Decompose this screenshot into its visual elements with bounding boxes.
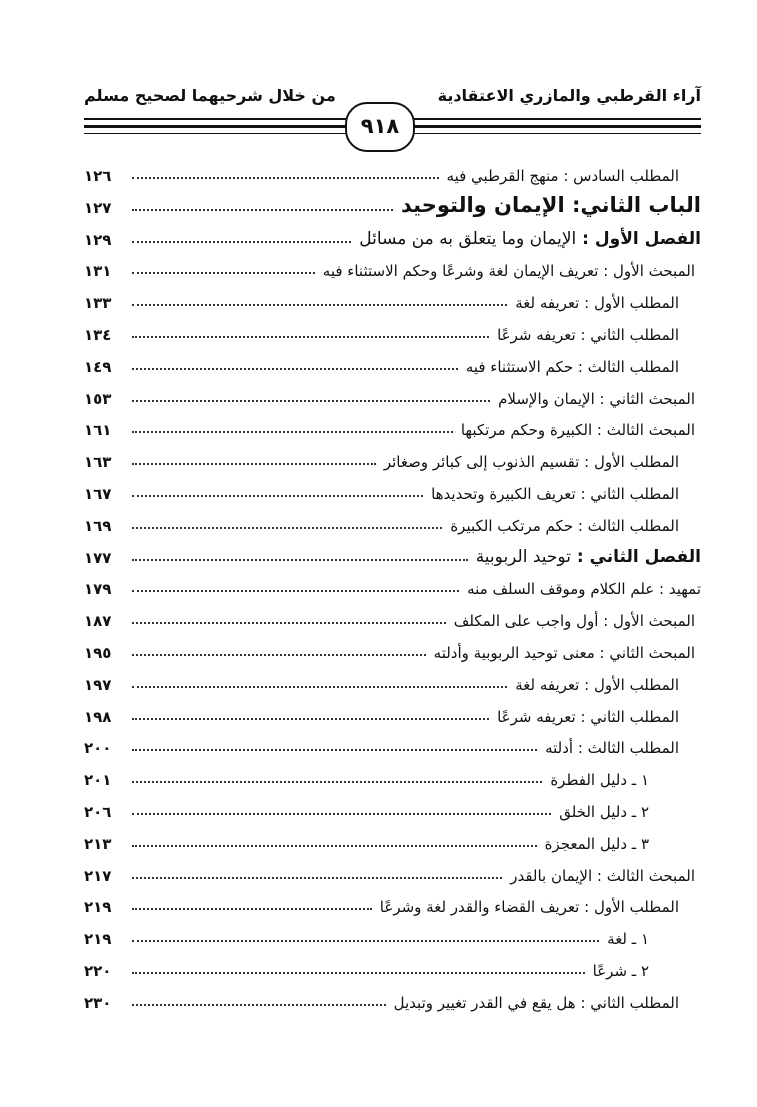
toc-page-number: ١٩٨ [84,707,112,726]
dot-leader [132,527,442,529]
toc-row [84,155,701,185]
dot-leader [132,400,490,402]
toc-page-number: ١٦٣ [84,453,112,472]
dot-leader [132,241,351,243]
dot-leader [132,686,507,688]
toc-entry-label: المطلب الأول : تعريفه لغة [515,675,679,694]
toc-entry-label: المبحث الثاني : الإيمان والإسلام [498,389,695,408]
toc-entry-label: توحيد الربوبية [475,546,571,567]
toc-entry-label: المبحث الأول : تعريف الإيمان لغة وشرعًا وحكم الاستثناء فيه [322,262,695,281]
page-header [0,0,757,160]
toc-page-number: ١٢٩ [84,230,112,249]
toc-entry-title [359,229,701,249]
toc-row [84,568,701,598]
toc-entry-title [401,193,701,217]
toc-entry-label: المطلب الأول : تعريف القضاء والقدر لغة وشرعًا [379,898,679,917]
toc-page-number: ٢١٩ [84,930,112,949]
dot-leader [132,336,489,338]
toc-row [84,886,701,916]
toc-row [84,664,701,694]
toc-entry-title [466,358,679,376]
toc-entry-label: الإيمان وما يتعلق به من مسائل [359,228,577,249]
toc-entry-label: ٢ ـ شرعًا [592,962,649,980]
toc-entry-title [384,453,679,471]
dot-leader [132,304,507,306]
toc-row [84,982,701,1012]
dot-leader [132,463,376,465]
toc-row [84,187,701,217]
toc-entry-label: ١ ـ دليل الفطرة [550,771,649,790]
toc-entry-title [476,547,701,567]
toc-entry-label: الإيمان والتوحيد [401,192,565,217]
toc-entry-title [497,326,679,344]
toc-entry-title [607,930,649,948]
toc-entry-label: المبحث الثاني : معنى توحيد الربوبية وأدلته [433,644,695,662]
toc-page-number: ٢٣٠ [84,993,112,1012]
dot-leader [132,1004,386,1006]
toc-entry-label: المطلب الثالث : أدلته [545,739,679,758]
toc-page-number: ١٧٩ [84,580,112,599]
toc-page-number: ١٣١ [84,262,112,281]
toc-entry-label: المطلب الأول : تعريفه لغة [515,294,679,313]
toc-page-number: ١٦٩ [84,516,112,535]
toc-entry-label: المبحث الأول : أول واجب على المكلف [453,612,695,631]
toc-entry-title [545,835,649,853]
toc-entry-title [559,803,649,821]
toc-entry-title [434,644,695,662]
toc-row [84,918,701,948]
toc-page-number: ١٦٧ [84,485,112,503]
toc-entry-title [380,898,679,916]
toc-page-number: ٢٠١ [84,771,112,790]
toc-row [84,282,701,312]
toc-row [84,759,701,789]
toc-row [84,823,701,853]
toc-entry-title [515,294,679,312]
running-title-left: من خلال شرحيهما لصحيح مسلم [84,86,336,105]
toc-page-number: ١٢٦ [84,167,112,185]
toc-row [84,219,701,249]
toc-entry-title [323,262,695,280]
toc-entry-title [447,167,679,185]
toc-row [84,696,701,726]
toc-row [84,505,701,535]
toc-page-number: ١٩٥ [84,644,112,662]
toc-entry-label: ١ ـ لغة [607,930,649,949]
toc-entry-title [497,708,679,726]
toc-entry-title [461,421,695,439]
toc-row [84,314,701,344]
toc-entry-title [431,485,679,503]
toc-entry-label: المبحث الثالث : الكبيرة وحكم مرتكبها [460,421,695,440]
toc-page-number: ١٨٧ [84,612,112,631]
running-title-right: آراء القرطبي والمازري الاعتقادية [437,86,701,105]
toc-entry-label: المطلب الثاني : هل يقع في القدر تغيير وتبديل [393,993,679,1012]
dot-leader [132,209,393,211]
toc-entry-title [450,517,679,535]
dot-leader [132,495,423,497]
toc-row [84,855,701,885]
toc-page-number: ١٣٣ [84,294,112,313]
dot-leader [132,940,599,942]
dot-leader [132,177,439,179]
toc-page-number: ١٧٧ [84,548,112,567]
toc-entry-title [467,580,701,598]
toc-page-number: ٢٠٦ [84,803,112,821]
toc-entry-label: المطلب الثالث : حكم الاستثناء فيه [465,357,679,376]
toc-entry-label: ٣ ـ دليل المعجزة [544,834,649,853]
toc-entry-label: المطلب الثاني : تعريف الكبيرة وتحديدها [431,485,679,503]
dot-leader [132,622,446,624]
dot-leader [132,749,537,751]
dot-leader [132,272,315,274]
toc-entry-label: ٢ ـ دليل الخلق [559,803,649,821]
toc-entry-title [498,390,695,408]
toc-entry-title [454,612,695,630]
toc-entry-heading: الباب الثاني: [564,192,701,217]
dot-leader [132,781,542,783]
toc-entry-label: المبحث الثالث : الإيمان بالقدر [510,866,695,885]
toc-row [84,378,701,408]
dot-leader [132,654,426,656]
toc-page-number: ٢٠٠ [84,739,112,758]
toc-entry-label: المطلب الثالث : حكم مرتكب الكبيرة [450,516,679,535]
toc-entry-label: تمهيد : علم الكلام وموقف السلف منه [467,580,701,599]
toc-entry-title [545,739,679,757]
toc-entry-heading: الفصل الأول : [576,228,701,249]
toc-entry-title [510,867,695,885]
dot-leader [132,718,489,720]
toc-page-number: ١٤٩ [84,357,112,376]
toc-entry-title [394,994,679,1012]
toc-row [84,600,701,630]
toc-entry-label: المطلب الثاني : تعريفه شرعًا [497,326,679,344]
dot-leader [132,559,468,561]
toc-page-number: ٢١٩ [84,898,112,917]
toc-row [84,409,701,439]
page-number: ٩١٨ [345,102,415,152]
toc-row [84,727,701,757]
toc-entry-label: المطلب السادس : منهج القرطبي فيه [446,167,679,185]
dot-leader [132,972,585,974]
toc-row [84,950,701,980]
toc-page-number: ١٣٤ [84,326,112,344]
toc-entry-heading: الفصل الثاني : [570,546,701,567]
toc-page-number: ٢١٧ [84,866,112,885]
toc-page-number: ٢١٣ [84,834,112,853]
toc-page-number: ٢٢٠ [84,962,112,980]
toc-page-number: ١٩٧ [84,675,112,694]
toc-page-number: ١٢٧ [84,198,112,217]
toc-page-number: ١٥٣ [84,389,112,408]
dot-leader [132,590,459,592]
toc-page-number: ١٦١ [84,421,112,440]
toc-entry-label: المطلب الأول : تقسيم الذنوب إلى كبائر وصغائر [383,453,679,472]
dot-leader [132,368,458,370]
toc-row [84,441,701,471]
dot-leader [132,908,372,910]
toc-row [84,632,701,662]
dot-leader [132,845,537,847]
toc-entry-title [515,676,679,694]
dot-leader [132,877,502,879]
toc-row [84,791,701,821]
dot-leader [132,431,453,433]
toc-entry-title [593,962,649,980]
dot-leader [132,813,551,815]
toc-row [84,250,701,280]
toc-entry-label: المطلب الثاني : تعريفه شرعًا [497,707,679,726]
toc-row [84,346,701,376]
toc-entry-title [550,771,649,789]
toc-row [84,537,701,567]
toc-row [84,473,701,503]
